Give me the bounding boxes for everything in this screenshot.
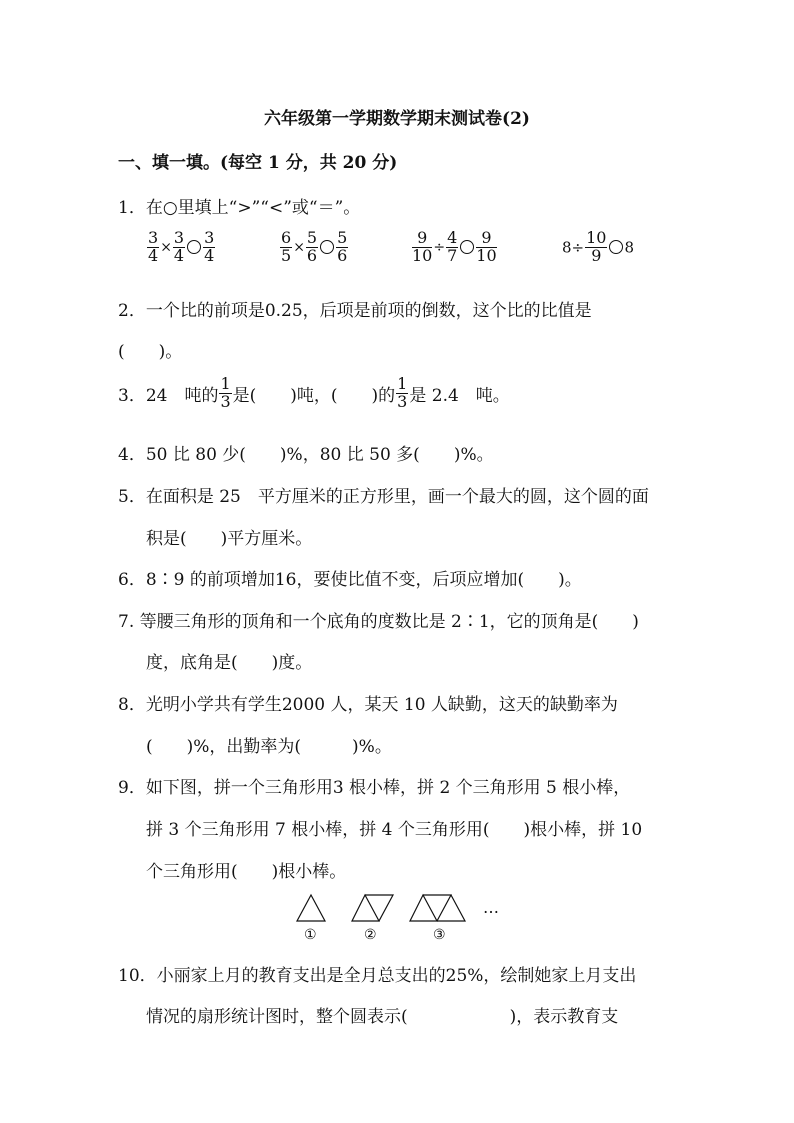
q1-expression-3: $\frac{9}{10}$ ÷ $\frac{4}{7}$ $\frac{9}{10}$ [412, 228, 497, 265]
figure-label-2: ② [364, 927, 377, 943]
question-2-line-1: 2．一个比的前项是0.25，后项是前项的倒数，这个比的比值是 [118, 301, 592, 321]
question-8-line-1: 8．光明小学共有学生2000 人，某天 10 人缺勤，这天的缺勤率为 [118, 695, 618, 715]
question-1-text: 1．在○里填上“>”“<”或“＝”。 [118, 198, 361, 218]
triangle-figure-2 [351, 893, 395, 923]
question-9-line-2: 拼 3 个三角形用 7 根小棒，拼 4 个三角形用( )根小棒，拼 10 [146, 820, 643, 840]
question-3: 3．24 吨的 $\frac{1}{3}$ 是( )吨，( )的 $\frac{1}{3}$ 是 2.4 吨。 [118, 374, 510, 411]
question-9-line-3: 个三角形用( )根小棒。 [146, 862, 347, 882]
section-heading: 一、填一填。(每空 1 分，共 20 分) [118, 153, 398, 173]
answer-circle[interactable] [609, 240, 623, 254]
fraction: $\frac{10}{9}$ [586, 228, 607, 265]
fraction: $\frac{9}{10}$ [476, 228, 497, 265]
figure-label-1: ① [304, 927, 317, 943]
question-5-line-1: 5．在面积是 25 平方厘米的正方形里，画一个最大的圆，这个圆的面 [118, 487, 649, 507]
question-8-line-2: ( )%，出勤率为( )%。 [146, 737, 392, 757]
q1-expression-2: $\frac{6}{5}$ × $\frac{5}{6}$ $\frac{5}{6}$ [281, 228, 348, 265]
q1-expression-4: 8÷ $\frac{10}{9}$ 8 [562, 228, 635, 265]
page-title: 六年级第一学期数学期末测试卷(2) [264, 109, 530, 129]
triangle-figure-3 [409, 893, 473, 923]
fraction: $\frac{3}{4}$ [204, 228, 215, 265]
answer-circle[interactable] [320, 240, 334, 254]
ellipsis: … [483, 898, 499, 917]
fraction: $\frac{4}{7}$ [447, 228, 458, 265]
question-6: 6．8∶9 的前项增加16，要使比值不变，后项应增加( )。 [118, 570, 582, 590]
answer-circle[interactable] [187, 240, 201, 254]
triangle-figure-1 [296, 893, 328, 923]
fraction: $\frac{5}{6}$ [337, 228, 348, 265]
question-9-line-1: 9．如下图，拼一个三角形用3 根小棒，拼 2 个三角形用 5 根小棒， [118, 778, 631, 798]
fraction: $\frac{5}{6}$ [306, 228, 318, 265]
fraction: $\frac{6}{5}$ [281, 228, 292, 265]
question-2-line-2: ( )。 [118, 342, 183, 362]
figure-label-3: ③ [433, 927, 446, 943]
question-10-line-1: 10．小丽家上月的教育支出是全月总支出的25%，绘制她家上月支出 [118, 966, 637, 986]
question-4: 4．50 比 80 少( )%，80 比 50 多( )%。 [118, 445, 494, 465]
fraction: $\frac{3}{4}$ [148, 228, 159, 265]
q1-expression-1: $\frac{3}{4}$ × $\frac{3}{4}$ $\frac{3}{4}$ [148, 228, 215, 265]
question-10-line-2: 情况的扇形统计图时，整个圆表示( )，表示教育支 [146, 1007, 619, 1027]
fraction-one-third: $\frac{1}{3}$ [397, 374, 408, 411]
question-7-line-1: 7. 等腰三角形的顶角和一个底角的度数比是 2∶1，它的顶角是( ) [118, 612, 639, 632]
fraction-one-third: $\frac{1}{3}$ [220, 374, 231, 411]
question-5-line-2: 积是( )平方厘米。 [146, 529, 313, 549]
question-7-line-2: 度，底角是( )度。 [146, 653, 313, 673]
fraction: $\frac{3}{4}$ [173, 228, 185, 265]
answer-circle[interactable] [460, 240, 474, 254]
fraction: $\frac{9}{10}$ [412, 228, 433, 265]
